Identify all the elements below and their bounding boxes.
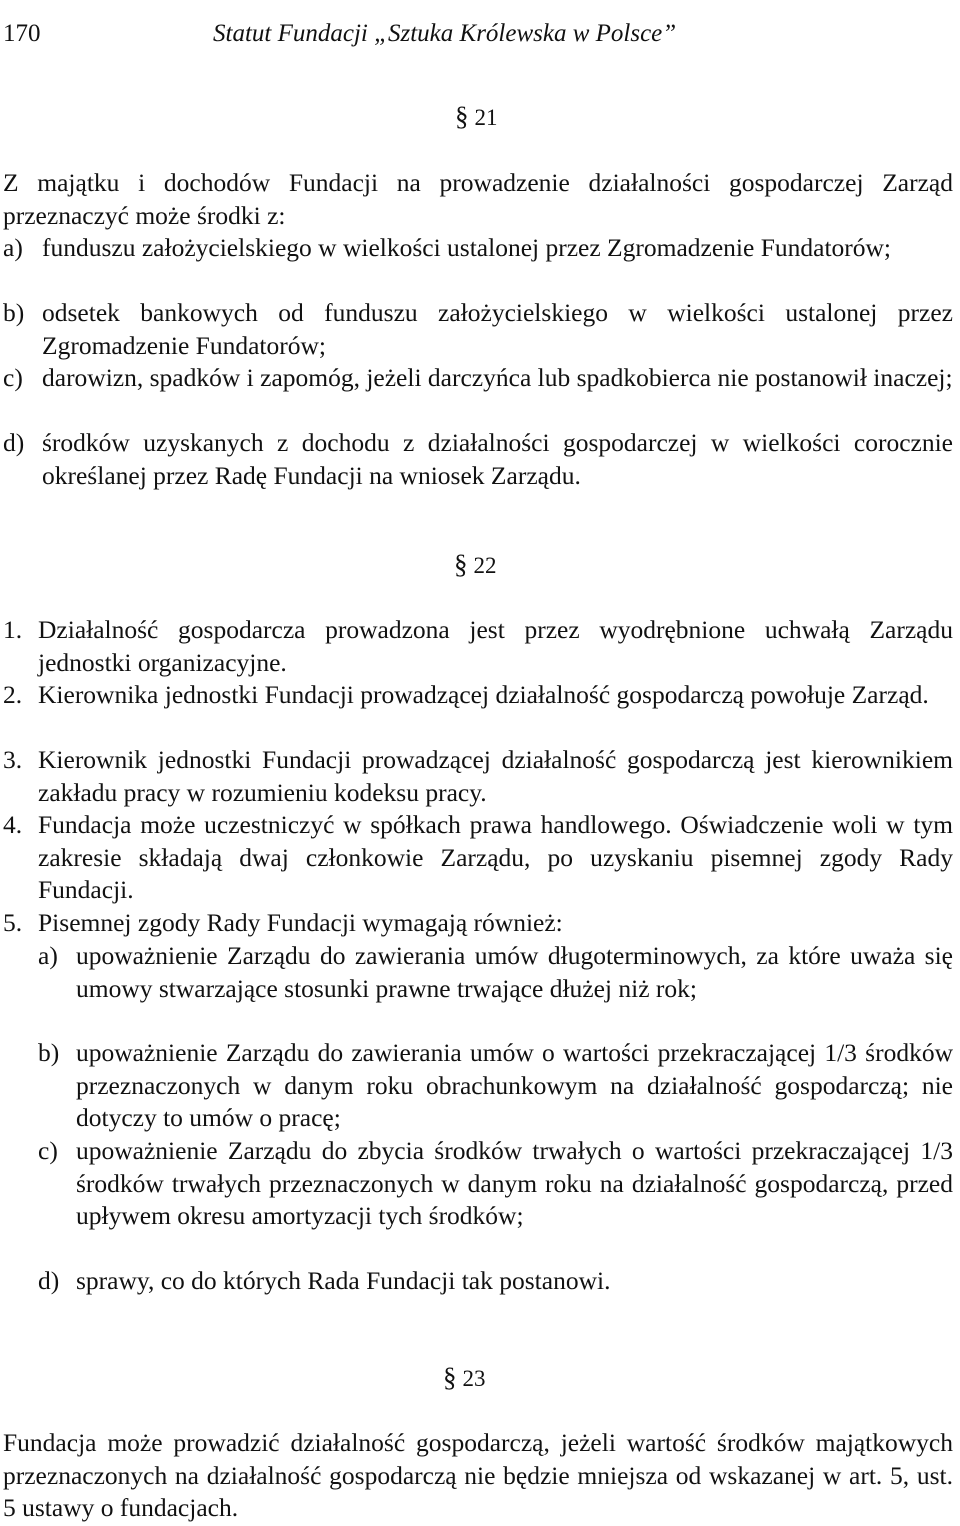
section-22-item-3 xyxy=(3,744,953,809)
item-text: Fundacja może uczestniczyć w spółkach prawa handlowego. Oświadczenie woli w tym zakresie składają dwaj członkowie Zarządu, po uzyskaniu pisemnej zgody Rady Fundacji. xyxy=(38,810,953,904)
running-header xyxy=(0,18,960,52)
item-marker: c) xyxy=(3,363,23,392)
item-text: sprawy, co do których Rada Fundacji tak postanowi. xyxy=(76,1266,611,1295)
item-text: upoważnienie Zarządu do zawierania umów o wartości przekraczającej 1/3 środków przeznaczonych w danym roku obrachunkowym na działalność gospodarczą; nie dotyczy to umów o pracę; xyxy=(76,1038,953,1132)
item-marker: a) xyxy=(3,233,23,262)
section-22-subitem-a xyxy=(38,940,953,1005)
item-text: środków uzyskanych z dochodu z działalności gospodarczej w wielkości corocznie określanej przez Radę Fundacji na wniosek Zarządu. xyxy=(42,428,953,490)
item-marker: b) xyxy=(38,1038,60,1067)
section-number: 21 xyxy=(474,105,498,130)
item-marker: 4. xyxy=(3,810,23,839)
item-marker: a) xyxy=(38,941,58,970)
section-21-item-b xyxy=(3,297,953,362)
section-sign: § xyxy=(443,1362,457,1392)
item-marker: 2. xyxy=(3,680,23,709)
section-21-item-d xyxy=(3,427,953,492)
running-title: Statut Fundacji „Sztuka Królewska w Polsce” xyxy=(213,20,677,47)
section-22-item-5 xyxy=(3,907,953,940)
page-number: 170 xyxy=(3,20,41,47)
section-heading-23 xyxy=(443,1361,486,1395)
section-22-item-4 xyxy=(3,809,953,907)
item-text: darowizn, spadków i zapomóg, jeżeli darczyńca lub spadkobierca nie postanowił inaczej; xyxy=(42,363,953,392)
section-heading-22 xyxy=(454,548,497,582)
section-21-intro: Z majątku i dochodów Fundacji na prowadzenie działalności gospodarczej Zarząd przeznaczyć może środki z: xyxy=(3,168,953,230)
item-marker: b) xyxy=(3,298,25,327)
section-22-subitem-d xyxy=(38,1265,953,1298)
section-21-item-a xyxy=(3,232,953,265)
item-text: Działalność gospodarcza prowadzona jest przez wyodrębnione uchwałą Zarządu jednostki organizacyjne. xyxy=(38,615,953,677)
item-text: odsetek bankowych od funduszu założycielskiego w wielkości ustalonej przez Zgromadzenie Fundatorów; xyxy=(42,298,953,360)
item-marker: d) xyxy=(38,1266,60,1295)
section-heading-21 xyxy=(455,100,498,134)
section-number: 23 xyxy=(462,1366,486,1391)
section-22-item-2 xyxy=(3,679,953,712)
item-text: upoważnienie Zarządu do zawierania umów długoterminowych, za które uważa się umowy stwarzające stosunki prawne trwające dłużej niż rok; xyxy=(76,941,953,1003)
item-text: Pisemnej zgody Rady Fundacji wymagają również: xyxy=(38,908,563,937)
item-marker: c) xyxy=(38,1136,58,1165)
section-21-item-c xyxy=(3,362,953,395)
section-23-text: Fundacja może prowadzić działalność gospodarczą, jeżeli wartość środków majątkowych przeznaczonych na działalność gospodarczą nie będzie mniejsza od wskazanej w art. 5, ust. 5 ustawy o fundacjach. xyxy=(3,1428,953,1522)
item-text: Kierownika jednostki Fundacji prowadzącej działalność gospodarczą powołuje Zarząd. xyxy=(38,680,929,709)
item-text: upoważnienie Zarządu do zbycia środków trwałych o wartości przekraczającej 1/3 środków trwałych przeznaczonych w danym roku na działalność gospodarczą, przed upływem okresu amortyzacji tych środków; xyxy=(76,1136,953,1230)
item-marker: 5. xyxy=(3,908,23,937)
item-text: funduszu założycielskiego w wielkości ustalonej przez Zgromadzenie Fundatorów; xyxy=(42,233,892,262)
section-sign: § xyxy=(454,549,468,579)
item-marker: d) xyxy=(3,428,25,457)
item-marker: 1. xyxy=(3,615,23,644)
section-22-item-1 xyxy=(3,614,953,679)
section-22-subitem-c xyxy=(38,1135,953,1233)
item-marker: 3. xyxy=(3,745,23,774)
section-number: 22 xyxy=(473,553,497,578)
section-sign: § xyxy=(455,101,469,131)
section-22-subitem-b xyxy=(38,1037,953,1135)
item-text: Kierownik jednostki Fundacji prowadzącej działalność gospodarczą jest kierownikiem zakładu pracy w rozumieniu kodeksu pracy. xyxy=(38,745,953,807)
